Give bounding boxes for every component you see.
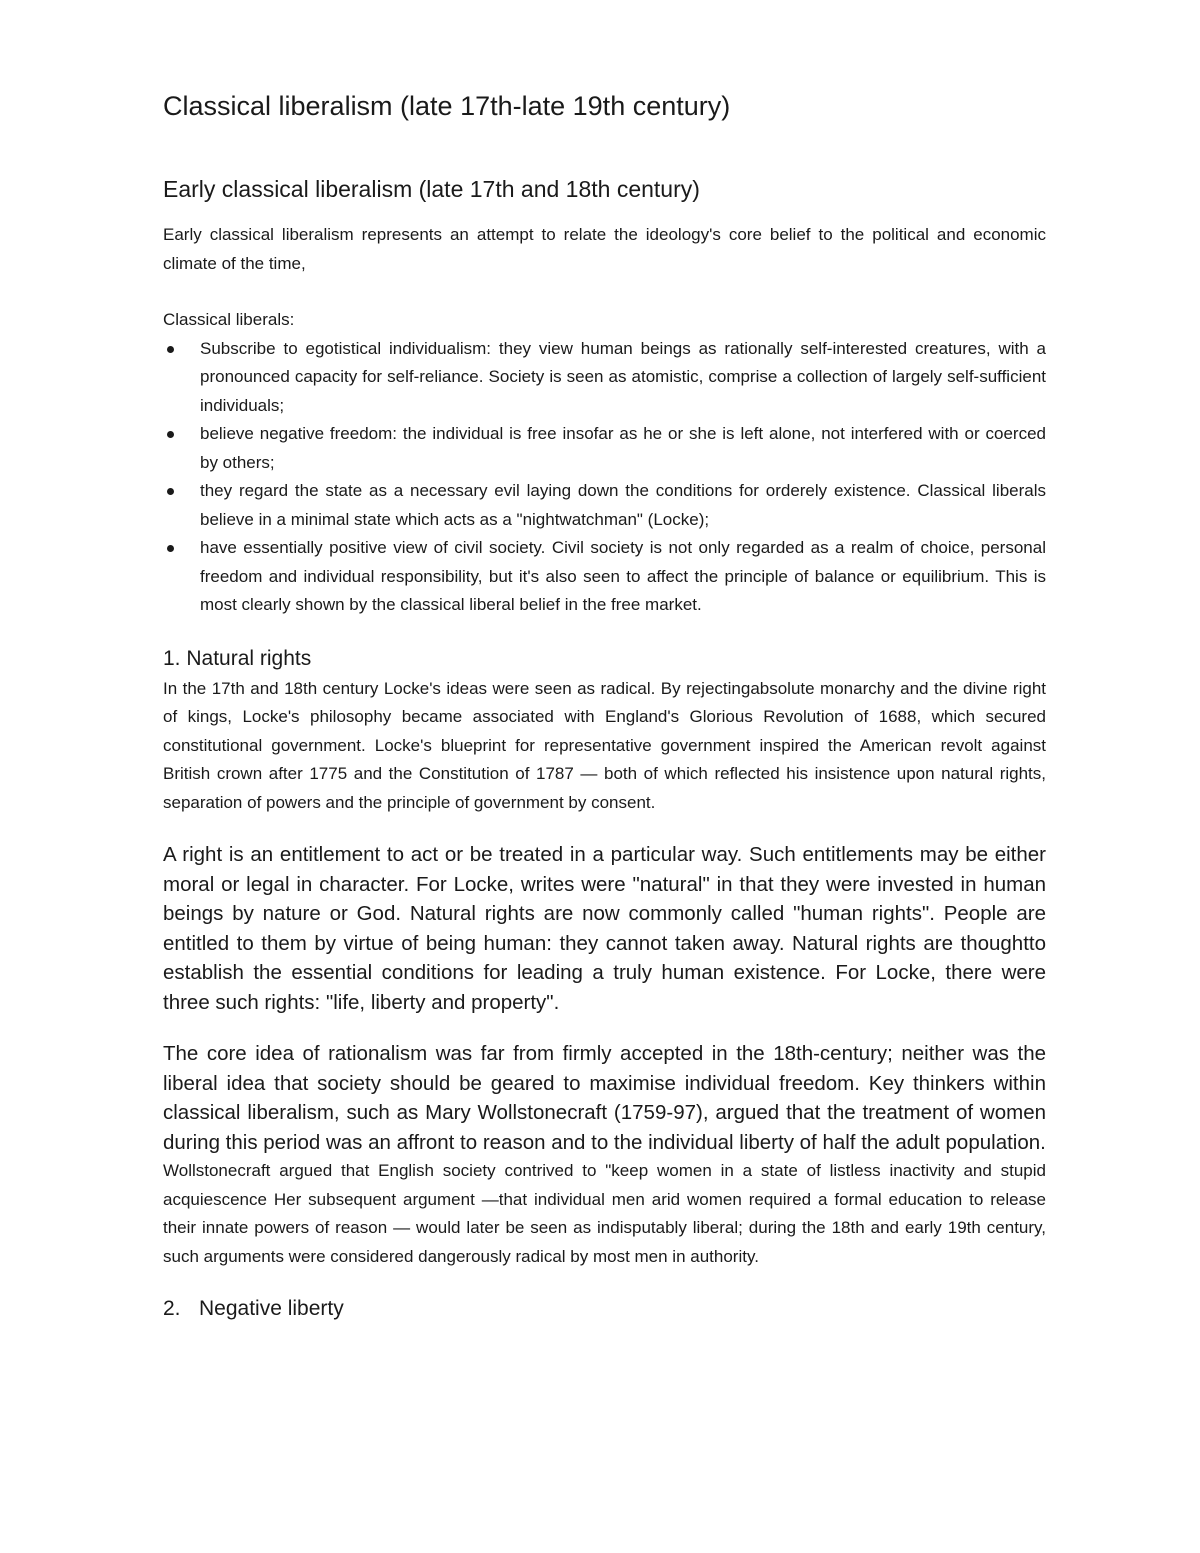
- list-item: Subscribe to egotistical individualism: they view human beings as rationally self-interested creatures, with a pronounced capacity for self-reliance. Society is seen as atomistic, comprise a collection of largely self-sufficient individuals;: [163, 335, 1046, 421]
- section-heading-negative-liberty: [163, 1294, 1046, 1324]
- rationalism-paragraph: The core idea of rationalism was far from firmly accepted in the 18th-century; neither was the liberal idea that society should be geared to maximise individual freedom. Key thinkers within classical liberalism, such as Mary Wollstonecraft (1759-97), argued that the treatment of women during this period was an affront to reason and to the individual liberty of half the adult population.: [163, 1042, 1046, 1154]
- list-item: believe negative freedom: the individual is free insofar as he or she is left alone, not interfered with or coerced by others;: [163, 420, 1046, 477]
- rights-definition-paragraph: A right is an entitlement to act or be treated in a particular way. Such entitlements may be either moral or legal in character. For Locke, writes were "natural" in that they were invested in human beings by nature or God. Natural rights are now commonly called "human rights". People are entitled to them by virtue of being human: they cannot taken away. Natural rights are thoughtto establish the essential conditions for leading a truly human existence. For Locke, there were three such rights: "life, liberty and property".: [163, 843, 1046, 1014]
- locke-paragraph: In the 17th and 18th century Locke's ideas were seen as radical. By rejectingabsolute monarchy and the divine right of kings, Locke's philosophy became associated with England's Glorious Revolution of 1688, which secured constitutional government. Locke's blueprint for representative government inspired the American revolt against British crown after 1775 and the Constitution of 1787 — both of which reflected his insistence upon natural rights, separation of powers and the principle of government by consent.: [163, 678, 1046, 812]
- list-label: Classical liberals:: [163, 310, 295, 329]
- intro-paragraph: Early classical liberalism represents an attempt to relate the ideology's core belief to the political and economic climate of the time,: [163, 225, 1046, 273]
- wollstonecraft-paragraph: Wollstonecraft argued that English society contrived to "keep women in a state of listless inactivity and stupid acquiescence Her subsequent argument —that individual men arid women required a formal education to release their innate powers of reason — would later be seen as indisputably liberal; during the 18th and early 19th century, such arguments were considered dangerously radical by most men in authority.: [163, 1161, 1046, 1266]
- list-item: they regard the state as a necessary evil laying down the conditions for orderely existence. Classical liberals believe in a minimal state which acts as a "nightwatchman" (Locke);: [163, 477, 1046, 534]
- page-title: Classical liberalism (late 17th-late 19th century): [163, 91, 731, 121]
- section-number: 2.: [163, 1297, 181, 1320]
- list-item: have essentially positive view of civil society. Civil society is not only regarded as a realm of choice, personal freedom and individual responsibility, but it's also seen to affect the principle of balance or equilibrium. This is most clearly shown by the classical liberal belief in the free market.: [163, 534, 1046, 620]
- document-content: [163, 86, 1046, 1324]
- section-heading-natural-rights: 1. Natural rights: [163, 646, 312, 670]
- section-heading-text: Negative liberty: [199, 1297, 344, 1320]
- liberal-beliefs-list: [163, 335, 1046, 620]
- section-subtitle: Early classical liberalism (late 17th and 18th century): [163, 176, 700, 202]
